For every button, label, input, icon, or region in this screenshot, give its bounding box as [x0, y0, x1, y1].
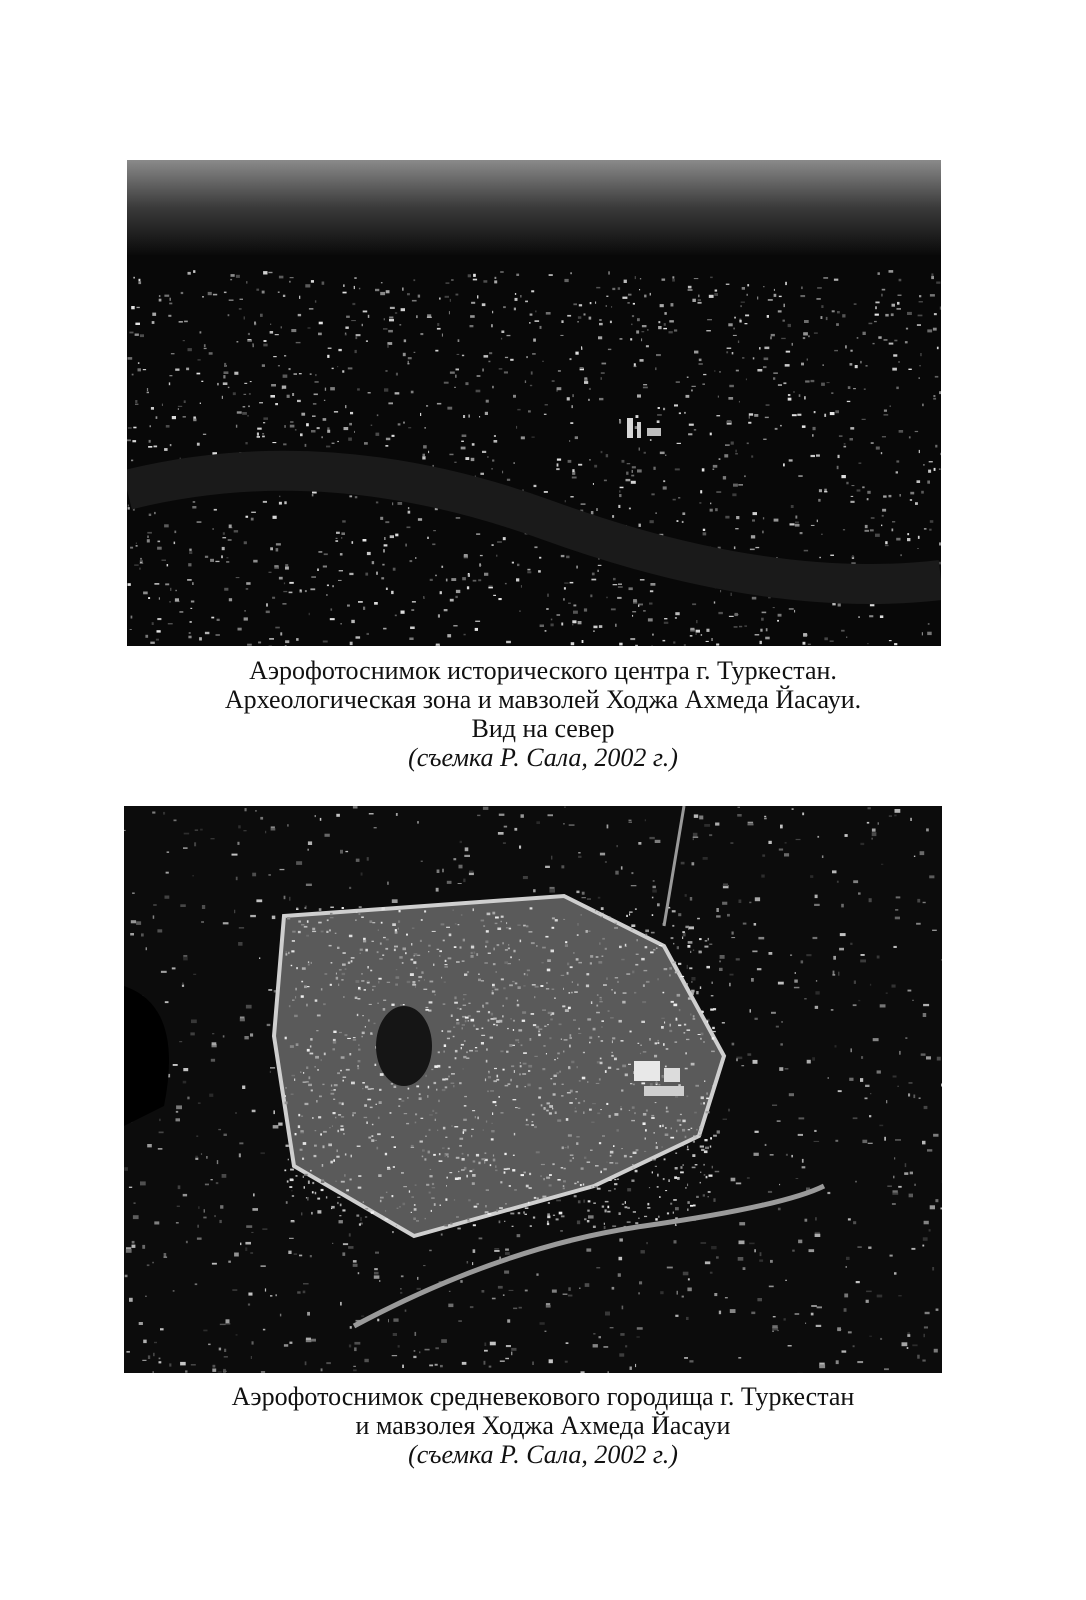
photo-1-canvas — [127, 160, 941, 646]
photo-2-dark-patch — [376, 1006, 432, 1086]
figure-2-credit: (съемка Р. Сала, 2002 г.) — [408, 1440, 678, 1469]
figure-2-caption — [0, 1382, 1086, 1469]
aerial-photo-historic-center — [127, 160, 941, 646]
photo-1-horizon-haze — [127, 160, 941, 255]
photo-2-canvas — [124, 806, 942, 1373]
figure-1-caption-line-1: Аэрофотоснимок исторического центра г. Туркестан. — [249, 656, 837, 685]
figure-1-credit: (съемка Р. Сала, 2002 г.) — [408, 743, 678, 772]
figure-1-caption-line-3: Вид на север — [471, 714, 615, 743]
figure-2-caption-line-1: Аэрофотоснимок средневекового городища г. Туркестан — [231, 1382, 855, 1411]
aerial-photo-medieval-settlement — [124, 806, 942, 1373]
figure-1-caption-line-2: Археологическая зона и мавзолей Ходжа Ахмеда Йасауи. — [224, 685, 862, 714]
figure-2-caption-line-2: и мавзолея Ходжа Ахмеда Йасауи — [355, 1411, 731, 1440]
figure-1-caption — [0, 656, 1086, 772]
